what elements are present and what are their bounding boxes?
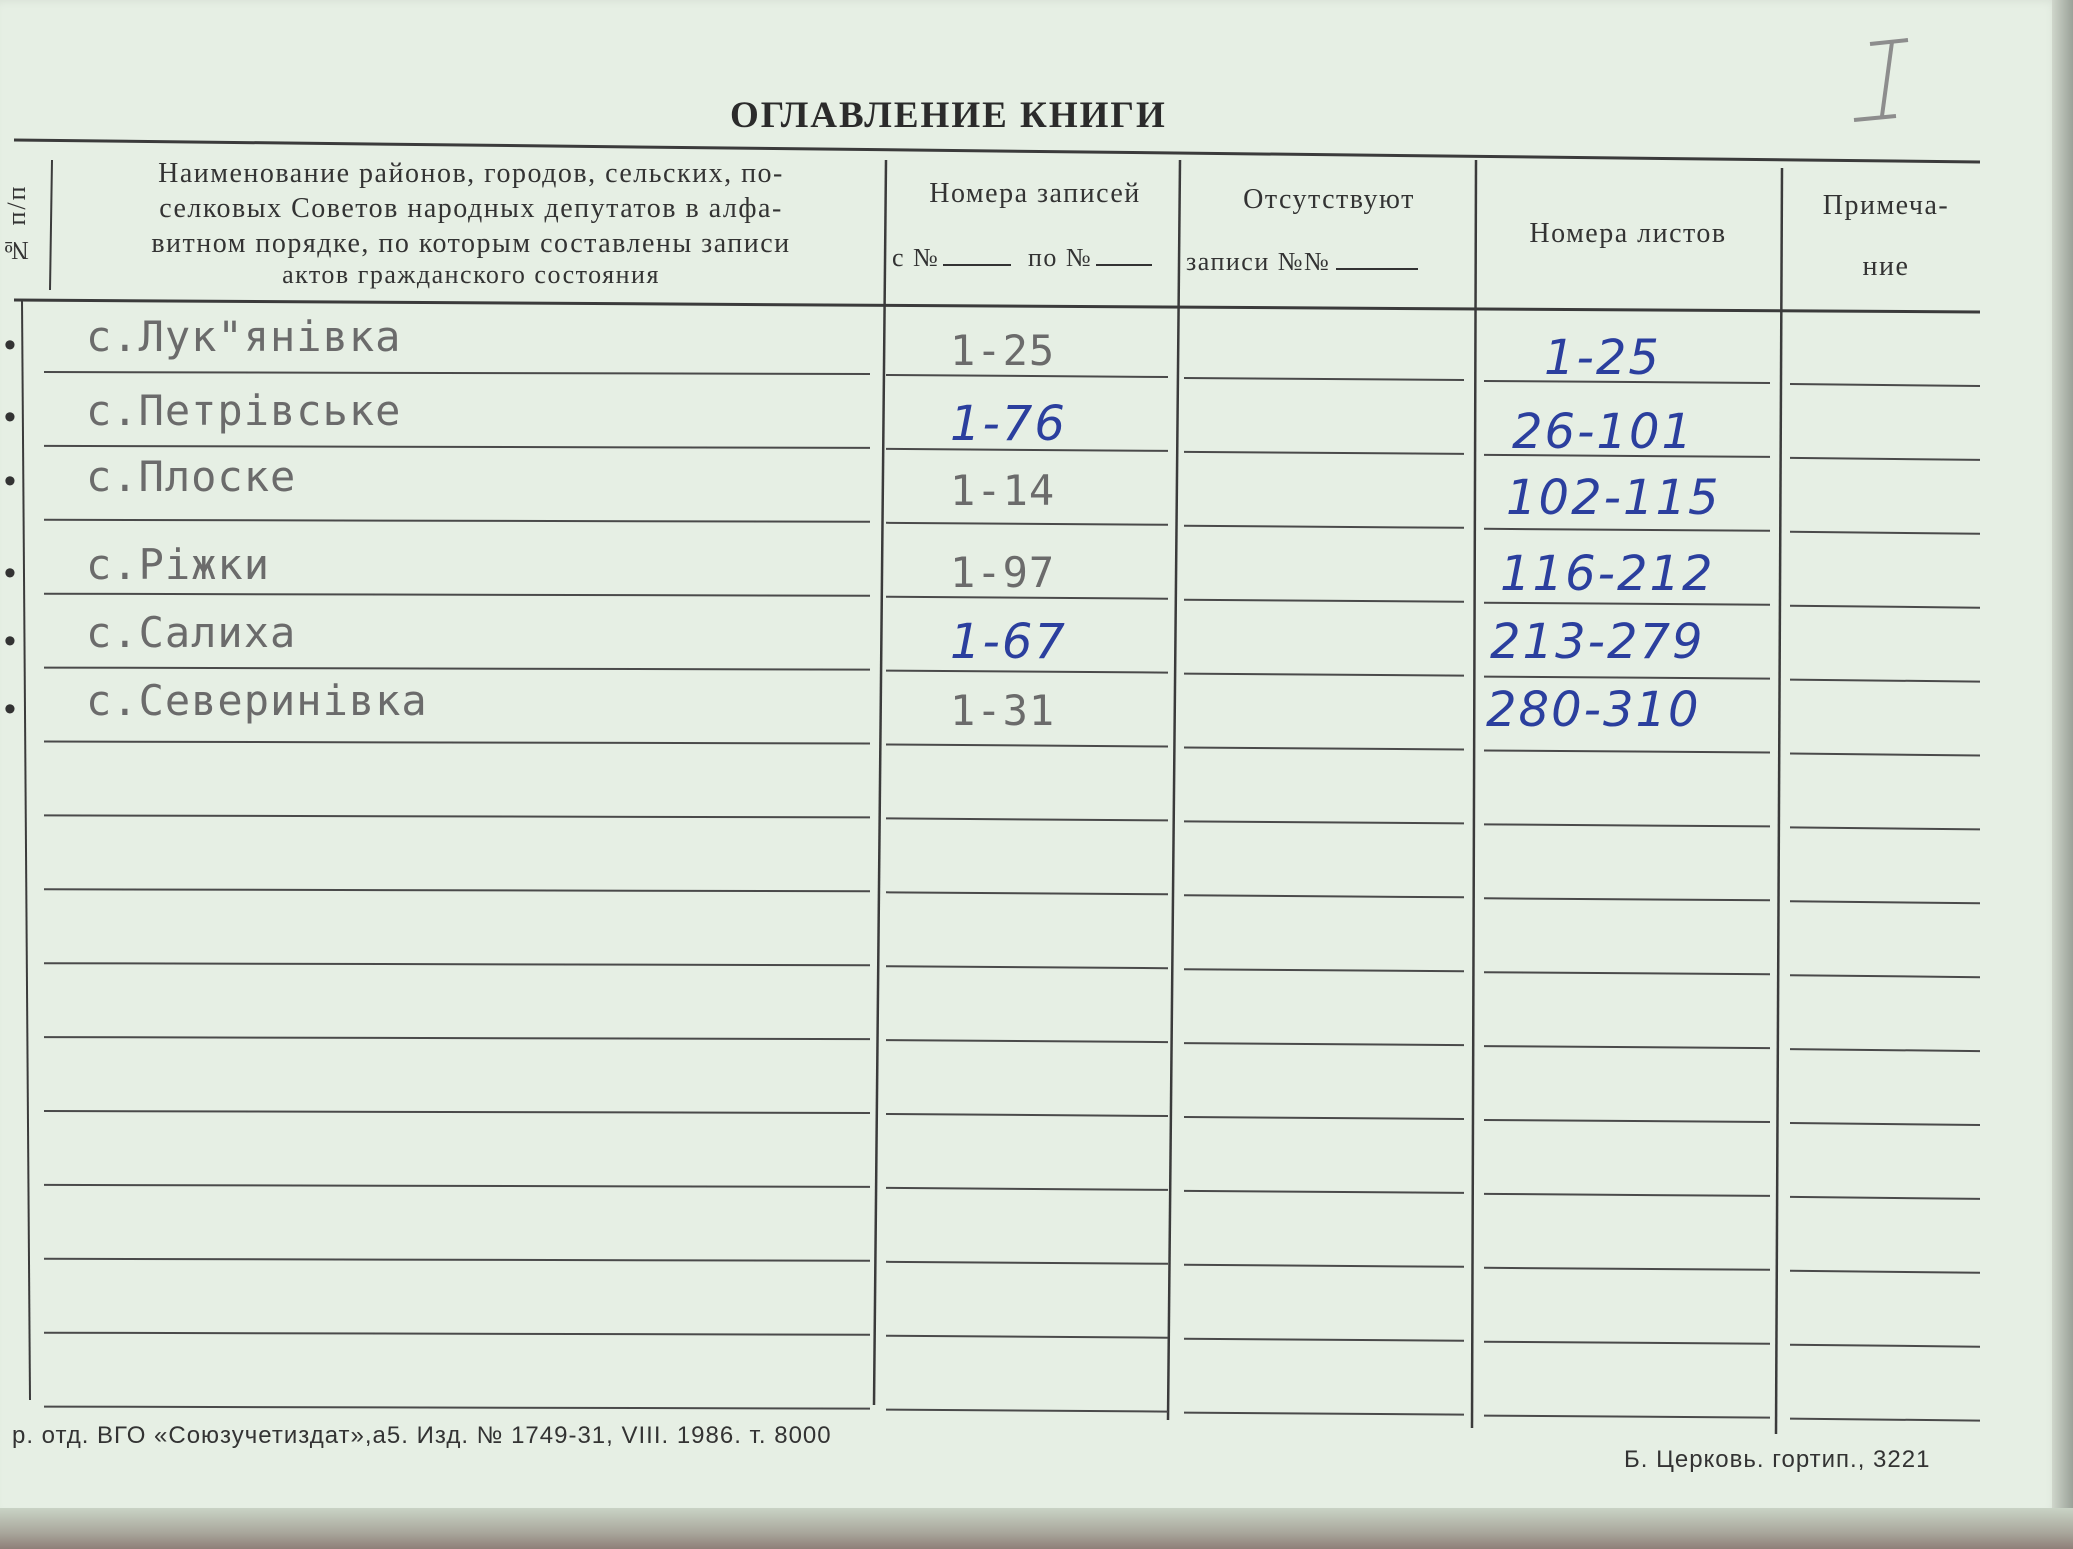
ruled-line (886, 1410, 1168, 1412)
handwritten-page-mark (1848, 36, 1918, 126)
ruled-line (1790, 1271, 1980, 1273)
ruled-line (44, 520, 870, 522)
sheet-range: 280-310 (1486, 682, 1701, 738)
ruled-line (1484, 751, 1770, 753)
header-absent (1182, 182, 1476, 217)
ruled-line (886, 1188, 1168, 1190)
record-range: 1-67 (950, 614, 1067, 670)
ruled-line (1484, 677, 1770, 679)
ruled-line (886, 818, 1168, 820)
ruled-line (1184, 1413, 1464, 1415)
settlement-name: с.Лук"янівка (86, 312, 402, 361)
ruled-line (1484, 972, 1770, 974)
header-records-from: с № (892, 240, 1011, 275)
record-range: 1-97 (950, 548, 1056, 597)
header-sheets: Номера листов (1529, 218, 1727, 249)
header-name-line: Наименование районов, городов, сельских, по- (158, 158, 784, 189)
row-number-mark: • (4, 398, 16, 436)
record-range: 1-76 (950, 396, 1067, 452)
ruled-line (44, 446, 870, 448)
settlement-name: с.Ріжки (86, 540, 271, 589)
ruled-line (1790, 901, 1980, 903)
ruled-line (44, 1407, 870, 1409)
ruled-line (886, 597, 1168, 599)
header-records (890, 176, 1180, 211)
settlement-name: с.Плоске (86, 452, 297, 501)
ruled-line (1184, 1339, 1464, 1341)
row-number-mark: • (4, 462, 16, 500)
row-number-mark: • (4, 690, 16, 728)
ruled-line (44, 668, 870, 670)
header-absent-title: Отсутствуют (1243, 184, 1415, 215)
header-records-to: по № (1028, 240, 1152, 275)
settlement-name: с.Петрівське (86, 386, 402, 435)
record-range: 1-31 (950, 686, 1056, 735)
ruled-line (1790, 1049, 1980, 1051)
header-name-line: актов гражданского состояния (282, 260, 660, 289)
header-records-title: Номера записей (929, 178, 1141, 209)
ruled-line (886, 1336, 1168, 1338)
row-number-mark: • (4, 554, 16, 592)
ruled-line (1484, 1046, 1770, 1048)
ruled-line (1184, 1043, 1464, 1045)
ruled-line (1484, 1342, 1770, 1344)
ruled-line (1790, 606, 1980, 608)
ruled-line (1184, 895, 1464, 897)
sheet-range: 116-212 (1500, 546, 1715, 602)
ruled-line (886, 1262, 1168, 1264)
page-title: ОГЛАВЛЕНИЕ КНИГИ (730, 95, 1167, 136)
ruled-line (1484, 1194, 1770, 1196)
ruled-line (1484, 529, 1770, 531)
ruled-line (886, 375, 1168, 377)
ruled-line (1790, 1123, 1980, 1125)
header-name-line: витном порядке, по которым составлены записи (151, 228, 791, 259)
header-name-column (66, 156, 876, 289)
ruled-line (1790, 1419, 1980, 1421)
ruled-line (886, 1114, 1168, 1116)
ruled-line (1184, 821, 1464, 823)
ruled-line (1184, 748, 1464, 750)
ruled-line (1484, 1268, 1770, 1270)
ruled-line (886, 966, 1168, 968)
ruled-line (1484, 824, 1770, 826)
ruled-line (44, 889, 870, 891)
ruled-line (1790, 458, 1980, 460)
ruled-line (886, 671, 1168, 673)
ruled-line (1184, 378, 1464, 380)
row-number-mark: • (4, 622, 16, 660)
ruled-line (44, 742, 870, 744)
ruled-line (886, 892, 1168, 894)
ruled-line (1484, 1416, 1770, 1418)
header-row-number: № п/п (2, 184, 31, 266)
sheet-range: 213-279 (1490, 614, 1705, 670)
ruled-line (44, 1037, 870, 1039)
ruled-line (44, 372, 870, 374)
ruled-line (44, 963, 870, 965)
ruled-line (1790, 384, 1980, 386)
ruled-line (1484, 603, 1770, 605)
ruled-line (1790, 1345, 1980, 1347)
ruled-line (1184, 600, 1464, 602)
ruled-line (44, 1185, 870, 1187)
printing-house: Б. Церковь. гортип., 3221 (1624, 1446, 1931, 1473)
ruled-line (886, 745, 1168, 747)
header-note: Примеча- ние (1822, 190, 1950, 282)
ruled-line (886, 1040, 1168, 1042)
header-absent-sub: записи №№ (1186, 244, 1418, 279)
ruled-line (1184, 1117, 1464, 1119)
ruled-line (1184, 1191, 1464, 1193)
ruled-line (1184, 1265, 1464, 1267)
ruled-line (1790, 827, 1980, 829)
settlement-name: с.Салиха (86, 608, 297, 657)
ruled-line (44, 815, 870, 817)
ruled-line (886, 523, 1168, 525)
ruled-line (44, 594, 870, 596)
ruled-line (1184, 526, 1464, 528)
sheet-range: 26-101 (1512, 404, 1695, 460)
ruled-line (44, 1333, 870, 1335)
header-name-line: селковых Советов народных депутатов в алфа- (159, 193, 783, 224)
ruled-line (1790, 1197, 1980, 1199)
sheet-range: 1-25 (1544, 330, 1661, 386)
ruled-line (1184, 452, 1464, 454)
ruled-line (44, 1111, 870, 1113)
record-range: 1-25 (950, 326, 1056, 375)
ruled-line (44, 1259, 870, 1261)
ruled-line (1790, 975, 1980, 977)
ruled-line (1790, 754, 1980, 756)
ruled-line (1184, 969, 1464, 971)
ruled-line (1484, 898, 1770, 900)
ruled-line (1790, 680, 1980, 682)
printer-imprint: р. отд. ВГО «Союзучетиздат»,а5. Изд. № 1749-31, VIII. 1986. т. 8000 (12, 1422, 832, 1449)
ruled-line (1484, 1120, 1770, 1122)
row-number-mark: • (4, 326, 16, 364)
settlement-name: с.Северинівка (86, 676, 428, 725)
ruled-line (1790, 532, 1980, 534)
ruled-line (1184, 674, 1464, 676)
sheet-range: 102-115 (1506, 470, 1721, 526)
record-range: 1-14 (950, 466, 1056, 515)
